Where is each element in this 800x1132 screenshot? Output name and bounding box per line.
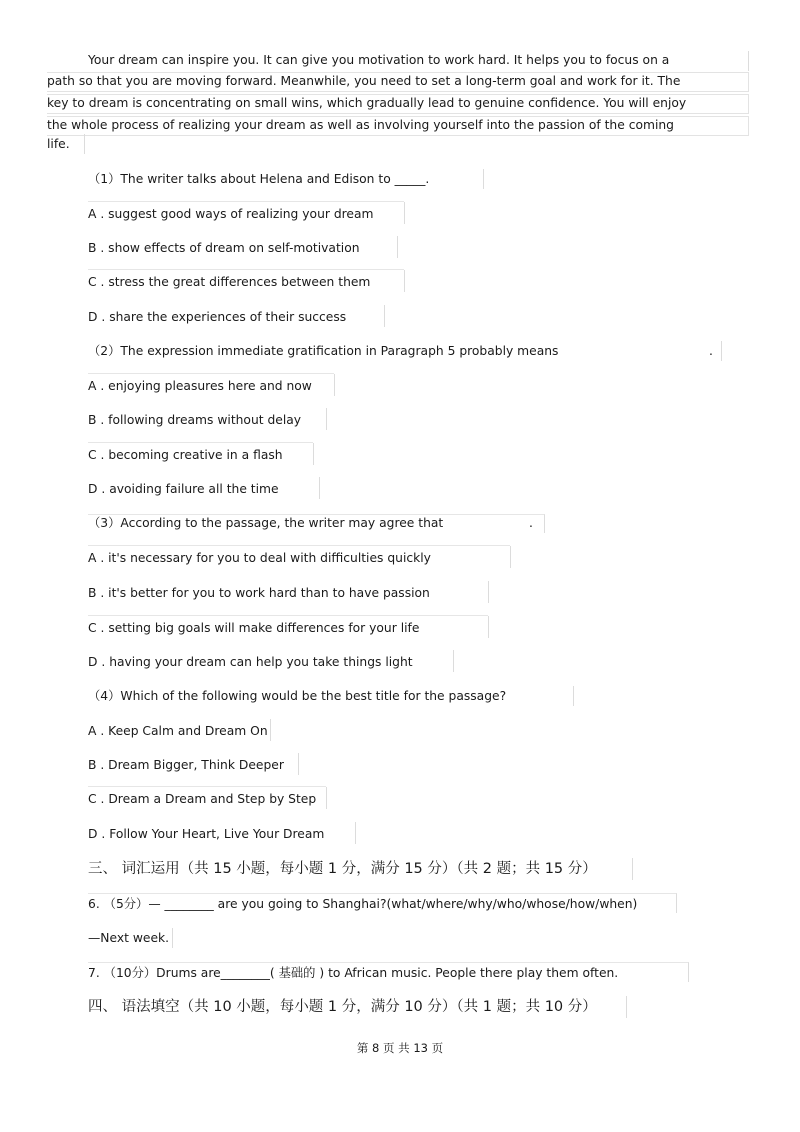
question-3-stem-end: . — [529, 516, 533, 530]
divider — [453, 650, 454, 672]
question-6-box — [88, 893, 677, 913]
section-3-edge — [632, 858, 633, 880]
option-text: A . enjoying pleasures here and now — [88, 379, 312, 393]
divider — [270, 719, 271, 741]
question-1-edge — [483, 169, 484, 189]
option-text: B . Dream Bigger, Think Deeper — [88, 758, 284, 772]
option-text: D . Follow Your Heart, Live Your Dream — [88, 827, 325, 841]
option-text: C . stress the great differences between them — [88, 275, 371, 289]
question-3-option-c[interactable] — [88, 620, 419, 636]
question-2-stem-end: . — [709, 344, 713, 358]
question-7-box — [88, 962, 689, 982]
divider — [326, 408, 327, 430]
passage-line-1-edge — [748, 51, 749, 71]
question-3-stem: （3）According to the passage, the writer may agree that — [88, 516, 444, 530]
divider — [334, 374, 335, 396]
question-4-option-d[interactable] — [88, 826, 324, 842]
question-2-option-c[interactable] — [88, 447, 283, 463]
option-text: D . share the experiences of their success — [88, 310, 347, 324]
divider — [88, 269, 404, 270]
question-2-option-b[interactable] — [88, 412, 301, 428]
question-4-edge — [573, 686, 574, 706]
question-1-stem: （1）The writer talks about Helena and Edison to _____. — [88, 172, 430, 186]
passage-line-1: Your dream can inspire you. It can give you motivation to work hard. It helps you to focus on a — [88, 53, 670, 67]
divider — [319, 477, 320, 499]
question-6-answer: —Next week. — [88, 931, 170, 945]
question-2-stem: （2）The expression immediate gratification in Paragraph 5 probably means — [88, 344, 559, 358]
option-text: C . becoming creative in a flash — [88, 448, 283, 462]
page-number: 第 8 页 共 13 页 — [356, 1041, 444, 1055]
question-1-option-c[interactable] — [88, 274, 370, 290]
divider — [404, 202, 405, 224]
option-text: B . show effects of dream on self-motivation — [88, 241, 360, 255]
section-3-heading: 三、 词汇运用（共 15 小题，每小题 1 分，满分 15 分）（共 2 题；共 15 分） — [88, 861, 597, 877]
question-6-text: 6. （5分）— ________ are you going to Shanghai?(what/where/why/who/whose/how/when) — [88, 897, 638, 911]
option-text: D . avoiding failure all the time — [88, 482, 279, 496]
divider — [384, 305, 385, 327]
question-3-option-b[interactable] — [88, 585, 430, 601]
option-text: C . Dream a Dream and Step by Step — [88, 792, 317, 806]
divider — [313, 443, 314, 465]
question-2-edge — [721, 341, 722, 361]
question-4-option-a[interactable] — [88, 723, 268, 739]
question-3-option-a[interactable] — [88, 550, 431, 566]
question-1-option-d[interactable] — [88, 309, 346, 325]
passage-line-4: the whole process of realizing your dream as well as involving yourself into the passion of the coming — [47, 116, 749, 136]
option-text: D . having your dream can help you take things light — [88, 655, 413, 669]
divider — [326, 787, 327, 809]
option-text: B . following dreams without delay — [88, 413, 302, 427]
section-4-heading: 四、 语法填空（共 10 小题，每小题 1 分，满分 10 分）（共 1 题；共 10 分） — [88, 999, 597, 1015]
divider — [88, 545, 510, 546]
option-text: A . it's necessary for you to deal with difficulties quickly — [88, 551, 431, 565]
divider — [88, 615, 488, 616]
question-4-option-c[interactable] — [88, 791, 316, 807]
passage-line-5-edge — [84, 134, 85, 154]
section-4-edge — [626, 996, 627, 1018]
divider — [88, 373, 334, 374]
divider — [488, 581, 489, 603]
question-3-box — [88, 514, 545, 533]
question-1-option-a[interactable] — [88, 206, 374, 222]
question-3-option-d[interactable] — [88, 654, 413, 670]
question-7-text: 7. （10分）Drums are________( 基础的 ) to African music. People there play them often. — [88, 966, 619, 980]
question-2-option-d[interactable] — [88, 481, 279, 497]
divider — [510, 546, 511, 568]
question-6-answer-edge — [172, 928, 173, 948]
option-text: A . Keep Calm and Dream On — [88, 724, 268, 738]
divider — [88, 201, 404, 202]
divider — [404, 270, 405, 292]
divider — [488, 616, 489, 638]
question-4-stem: （4）Which of the following would be the best title for the passage? — [88, 689, 507, 703]
passage-line-5: life. — [47, 137, 70, 151]
passage-line-3: key to dream is concentrating on small wins, which gradually lead to genuine confidence. You will enjoy — [47, 94, 749, 114]
divider — [88, 786, 326, 787]
divider — [397, 236, 398, 258]
option-text: A . suggest good ways of realizing your dream — [88, 207, 374, 221]
divider — [298, 753, 299, 775]
question-1-option-b[interactable] — [88, 240, 360, 256]
passage-line-2: path so that you are moving forward. Meanwhile, you need to set a long-term goal and work for it. The — [47, 72, 749, 92]
question-4-option-b[interactable] — [88, 757, 284, 773]
option-text: C . setting big goals will make differences for your life — [88, 621, 420, 635]
option-text: B . it's better for you to work hard than to have passion — [88, 586, 430, 600]
question-2-option-a[interactable] — [88, 378, 312, 394]
divider — [355, 822, 356, 844]
divider — [88, 442, 313, 443]
